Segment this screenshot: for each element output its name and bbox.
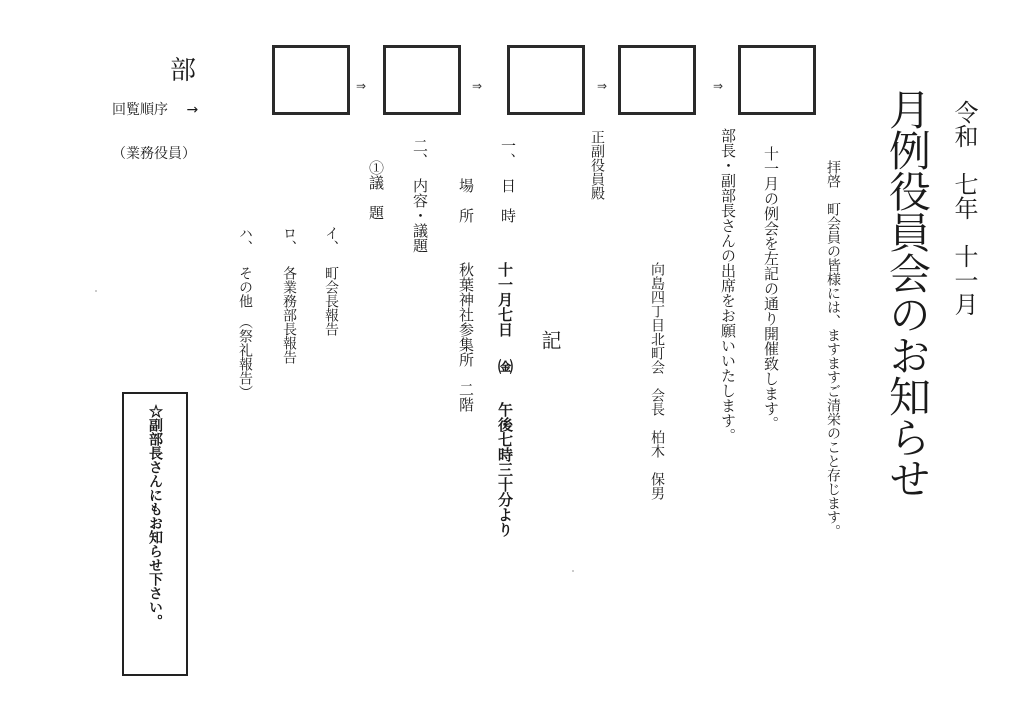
item-2-number: 二、	[411, 138, 429, 168]
notice-box	[122, 392, 188, 676]
sub-item-a-text: 町会長報告	[323, 266, 339, 336]
staff-label: （業務役員）	[112, 146, 196, 162]
item-date-value	[497, 262, 512, 537]
time-value-text: 午後七時三十分より	[496, 402, 514, 537]
item-place-value: 秋葉神社参集所 二階	[457, 262, 475, 412]
route-arrow-icon: ⇒	[472, 79, 483, 93]
stamp-box-1	[272, 45, 350, 115]
body-line-1: 十一月の例会を左記の通り開催致します。	[762, 146, 780, 431]
page-title: 月例役員会のお知らせ	[883, 88, 932, 498]
item-place-label: 場 所	[457, 178, 475, 223]
weekday-badge: ㈮	[496, 359, 514, 374]
sub-item-c-text: その他 （祭礼報告）	[237, 266, 253, 399]
item-date-label: 日 時	[499, 178, 517, 223]
stamp-box-4	[618, 45, 696, 115]
item-1-number: 一、	[499, 138, 517, 168]
stamp-box-5	[738, 45, 816, 115]
era-date: 令和 七年 十一月	[950, 100, 978, 316]
body-line-2: 部長・副部長さんの出席をお願いいたします。	[719, 128, 737, 443]
sub-item-b-number: ロ、	[281, 226, 297, 254]
circulation-order-text: 回覧順序	[112, 102, 168, 118]
sub-item-b-text: 各業務部長報告	[281, 266, 297, 364]
date-value-text: 十一月七日	[496, 262, 514, 337]
sub-item-a-number: イ、	[323, 226, 339, 254]
agenda-label: ①議 題	[367, 160, 385, 220]
dept-label: 部	[170, 56, 197, 86]
sub-item-c-number: ハ、	[237, 226, 253, 254]
circulation-order-label	[112, 103, 198, 117]
sender-text: 向島四丁目北町会 会長 柏木 保男	[649, 262, 665, 500]
route-arrow-icon: ⇒	[713, 79, 724, 93]
route-arrow-icon: ⇒	[597, 79, 608, 93]
greeting-text: 拝啓 町会員の皆様には、ますますご清栄のこと存じます。	[825, 160, 841, 538]
item-content-label: 内容・議題	[411, 178, 429, 253]
scan-speck	[572, 570, 574, 572]
addressee-text: 正副役員殿	[589, 130, 605, 200]
ki-heading: 記	[538, 330, 562, 350]
arrow-right-icon: →	[186, 102, 199, 118]
stamp-box-3	[507, 45, 585, 115]
stamp-box-2	[383, 45, 461, 115]
route-arrow-icon: ⇒	[356, 79, 367, 93]
notice-text: ☆副部長さんにもお知らせ下さい。	[147, 404, 163, 628]
scan-speck	[95, 290, 97, 292]
